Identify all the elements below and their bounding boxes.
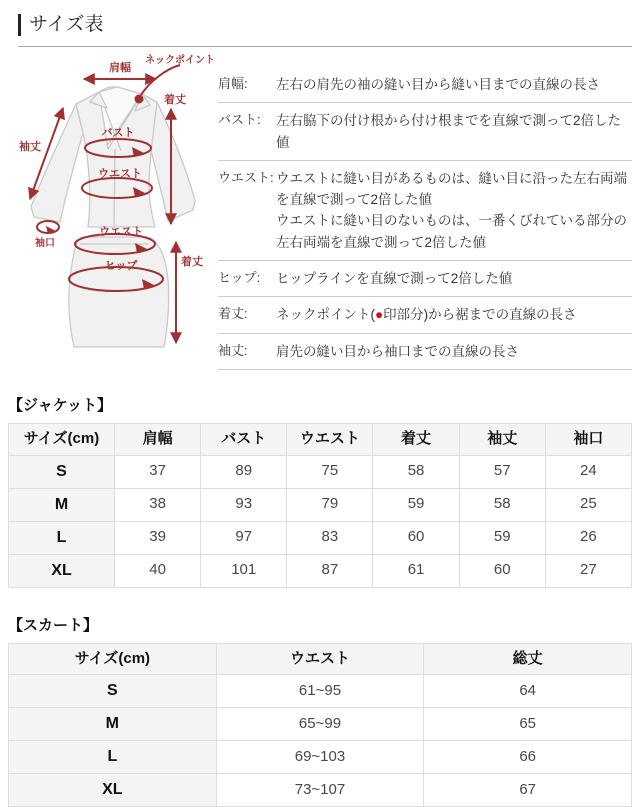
table-cell: 58 <box>373 455 459 488</box>
table-cell: 26 <box>545 521 631 554</box>
table-cell: 39 <box>115 521 201 554</box>
definition-row-waist <box>218 161 632 261</box>
definition-row-hip <box>218 261 632 297</box>
table-cell: 73~107 <box>216 774 424 807</box>
table-cell: 79 <box>287 488 373 521</box>
size-label: S <box>9 675 217 708</box>
table-row <box>9 774 632 807</box>
table-cell: 58 <box>459 488 545 521</box>
measurement-definitions <box>218 67 634 374</box>
definition-term: バスト: <box>218 112 261 128</box>
definition-description: 左右の肩先の袖の縫い目から縫い目までの直線の長さ <box>276 76 600 92</box>
jacket-size-table <box>8 423 632 588</box>
table-cell: 101 <box>201 554 287 587</box>
size-label: M <box>9 488 115 521</box>
length-definition-post: 印部分)から裾までの直線の長さ <box>383 307 577 323</box>
label-jacket-waist: ウエスト <box>98 167 142 180</box>
definition-term: 肩幅: <box>218 75 248 91</box>
label-neck-point: ネックポイント <box>145 54 215 66</box>
measurement-diagram <box>4 51 218 374</box>
label-skirt-waist: ウエスト <box>99 225 143 238</box>
definition-row-length <box>218 297 632 333</box>
table-cell: 27 <box>545 554 631 587</box>
table-cell: 60 <box>373 521 459 554</box>
size-label: M <box>9 708 217 741</box>
table-row <box>9 708 632 741</box>
table-cell: 59 <box>373 488 459 521</box>
definition-description: ヒップラインを直線で測って2倍した値 <box>276 271 513 287</box>
table-cell: 65 <box>424 708 632 741</box>
skirt-table-header-row <box>9 643 632 675</box>
table-row <box>9 521 632 554</box>
column-header: ウエスト <box>287 423 373 455</box>
red-dot-mark: ● <box>375 307 384 323</box>
definition-description: 肩先の縫い目から袖口までの直線の長さ <box>276 343 519 359</box>
table-cell: 93 <box>201 488 287 521</box>
jacket-section-title: 【ジャケット】 <box>8 396 112 414</box>
label-jacket-length: 着丈 <box>164 93 186 106</box>
jacket-table-header-row <box>9 423 632 455</box>
table-cell: 65~99 <box>216 708 424 741</box>
table-cell: 37 <box>115 455 201 488</box>
column-header: バスト <box>201 423 287 455</box>
size-label: XL <box>9 774 217 807</box>
table-row <box>9 675 632 708</box>
definition-description <box>276 304 632 325</box>
label-sleeve-length: 袖丈 <box>19 140 41 153</box>
definition-description: 左右脇下の付け根から付け根までを直線で測って2倍した値 <box>276 113 622 150</box>
table-cell: 64 <box>424 675 632 708</box>
table-cell: 24 <box>545 455 631 488</box>
label-hip: ヒップ <box>104 259 138 272</box>
table-cell: 67 <box>424 774 632 807</box>
definition-description <box>276 168 632 253</box>
column-header: ウエスト <box>216 643 424 675</box>
definition-term: ヒップ: <box>218 270 261 286</box>
table-cell: 59 <box>459 521 545 554</box>
label-skirt-length: 着丈 <box>181 255 203 268</box>
table-cell: 40 <box>115 554 201 587</box>
column-header: 総丈 <box>424 643 632 675</box>
neck-point-dot <box>135 94 144 103</box>
definition-term: 着丈: <box>218 306 248 322</box>
table-cell: 97 <box>201 521 287 554</box>
table-row <box>9 741 632 774</box>
column-header: 着丈 <box>373 423 459 455</box>
label-shoulder-width: 肩幅 <box>109 61 131 74</box>
column-header: サイズ(cm) <box>9 423 115 455</box>
table-row <box>9 554 632 587</box>
size-label: L <box>9 521 115 554</box>
waist-definition-seamed: ウエストに縫い目があるものは、縫い目に沿った左右両端を直線で測って2倍した値 <box>276 170 627 208</box>
table-cell: 89 <box>201 455 287 488</box>
column-header: サイズ(cm) <box>9 643 217 675</box>
table-cell: 75 <box>287 455 373 488</box>
definition-term: ウエスト: <box>218 169 274 185</box>
page-title: サイズ表 <box>18 14 632 36</box>
definition-row-shoulder <box>218 67 632 103</box>
length-definition-pre: ネックポイント( <box>276 307 375 323</box>
skirt-size-table <box>8 643 632 807</box>
page-header <box>18 14 632 47</box>
table-cell: 61~95 <box>216 675 424 708</box>
table-row <box>9 455 632 488</box>
table-cell: 60 <box>459 554 545 587</box>
column-header: 袖口 <box>545 423 631 455</box>
table-cell: 38 <box>115 488 201 521</box>
skirt-section-title: 【スカート】 <box>8 616 99 634</box>
size-label: S <box>9 455 115 488</box>
definition-row-sleeve <box>218 334 632 370</box>
label-cuff: 袖口 <box>35 237 55 249</box>
label-bust: バスト <box>101 126 135 139</box>
definition-term: 袖丈: <box>218 342 248 358</box>
column-header: 肩幅 <box>115 423 201 455</box>
definition-row-bust <box>218 103 632 161</box>
table-cell: 25 <box>545 488 631 521</box>
size-guide-content <box>0 47 640 374</box>
table-cell: 87 <box>287 554 373 587</box>
table-row <box>9 488 632 521</box>
table-cell: 57 <box>459 455 545 488</box>
table-cell: 61 <box>373 554 459 587</box>
table-cell: 83 <box>287 521 373 554</box>
column-header: 袖丈 <box>459 423 545 455</box>
waist-definition-seamless: ウエストに縫い目のないものは、一番くびれている部分の左右両端を直線で測って2倍した値 <box>276 213 627 250</box>
size-label: XL <box>9 554 115 587</box>
size-guide-illustration <box>4 51 218 369</box>
table-cell: 69~103 <box>216 741 424 774</box>
size-label: L <box>9 741 217 774</box>
table-cell: 66 <box>424 741 632 774</box>
